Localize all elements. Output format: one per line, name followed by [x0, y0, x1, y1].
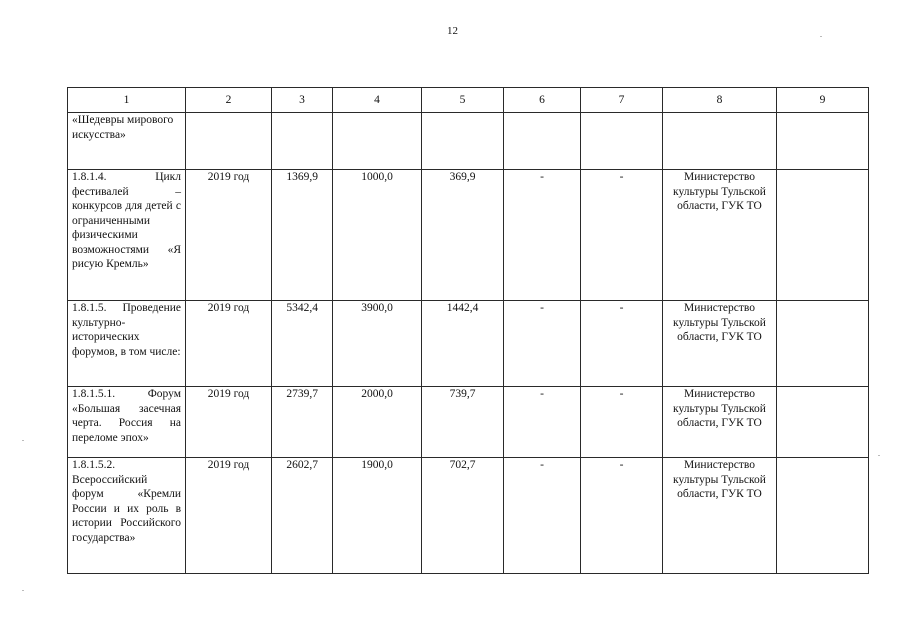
col4-cell: 1900,0	[333, 458, 422, 574]
year-cell: 2019 год	[186, 301, 272, 387]
col7-cell	[581, 113, 663, 170]
col6-cell: -	[504, 301, 581, 387]
col7-cell: -	[581, 170, 663, 301]
col4-cell: 2000,0	[333, 387, 422, 458]
executor-cell: Министерство культуры Тульской области, ГУК ТО	[663, 458, 777, 574]
activity-name: 1.8.1.5. Проведение культурно-исторических форумов, в том числе:	[68, 301, 186, 387]
scan-speck	[22, 440, 24, 441]
executor-cell: Министерство культуры Тульской области, ГУК ТО	[663, 170, 777, 301]
table-row	[68, 458, 869, 574]
col-header-9: 9	[777, 88, 869, 113]
col6-cell	[504, 113, 581, 170]
col6-cell: -	[504, 170, 581, 301]
col5-cell: 369,9	[422, 170, 504, 301]
col9-cell	[777, 387, 869, 458]
col-header-5: 5	[422, 88, 504, 113]
activity-name: 1.8.1.4. Цикл фестивалей – конкурсов для детей с ограниченными физическими возможностями «Я рисую Кремль»	[68, 170, 186, 301]
col6-cell: -	[504, 458, 581, 574]
activity-name: 1.8.1.5.1. Форум «Большая засечная черта. Россия на переломе эпох»	[68, 387, 186, 458]
total-cell: 5342,4	[272, 301, 333, 387]
col4-cell	[333, 113, 422, 170]
table-row	[68, 301, 869, 387]
activity-name: 1.8.1.5.2. Всероссийский форум «Кремли России и их роль в истории Российского государства»	[68, 458, 186, 574]
table-row	[68, 387, 869, 458]
total-cell: 2602,7	[272, 458, 333, 574]
col-header-8: 8	[663, 88, 777, 113]
col7-cell: -	[581, 458, 663, 574]
col-header-1: 1	[68, 88, 186, 113]
table-row	[68, 113, 869, 170]
col-header-3: 3	[272, 88, 333, 113]
total-cell: 2739,7	[272, 387, 333, 458]
col5-cell: 739,7	[422, 387, 504, 458]
col4-cell: 3900,0	[333, 301, 422, 387]
col-header-2: 2	[186, 88, 272, 113]
program-table	[67, 87, 869, 574]
header-row	[68, 88, 869, 113]
col9-cell	[777, 113, 869, 170]
col9-cell	[777, 170, 869, 301]
activity-name: «Шедевры мирового искусства»	[68, 113, 186, 170]
col-header-6: 6	[504, 88, 581, 113]
page-number: 12	[447, 25, 458, 37]
executor-cell	[663, 113, 777, 170]
total-cell: 1369,9	[272, 170, 333, 301]
scan-speck	[878, 455, 880, 456]
col6-cell: -	[504, 387, 581, 458]
scan-speck	[820, 36, 822, 37]
scan-speck	[22, 590, 24, 591]
col7-cell: -	[581, 387, 663, 458]
col5-cell: 702,7	[422, 458, 504, 574]
total-cell	[272, 113, 333, 170]
col7-cell: -	[581, 301, 663, 387]
col-header-4: 4	[333, 88, 422, 113]
year-cell: 2019 год	[186, 387, 272, 458]
year-cell: 2019 год	[186, 458, 272, 574]
col9-cell	[777, 301, 869, 387]
col5-cell: 1442,4	[422, 301, 504, 387]
executor-cell: Министерство культуры Тульской области, ГУК ТО	[663, 301, 777, 387]
col4-cell: 1000,0	[333, 170, 422, 301]
year-cell: 2019 год	[186, 170, 272, 301]
year-cell	[186, 113, 272, 170]
table-row	[68, 170, 869, 301]
executor-cell: Министерство культуры Тульской области, ГУК ТО	[663, 387, 777, 458]
col5-cell	[422, 113, 504, 170]
col-header-7: 7	[581, 88, 663, 113]
col9-cell	[777, 458, 869, 574]
